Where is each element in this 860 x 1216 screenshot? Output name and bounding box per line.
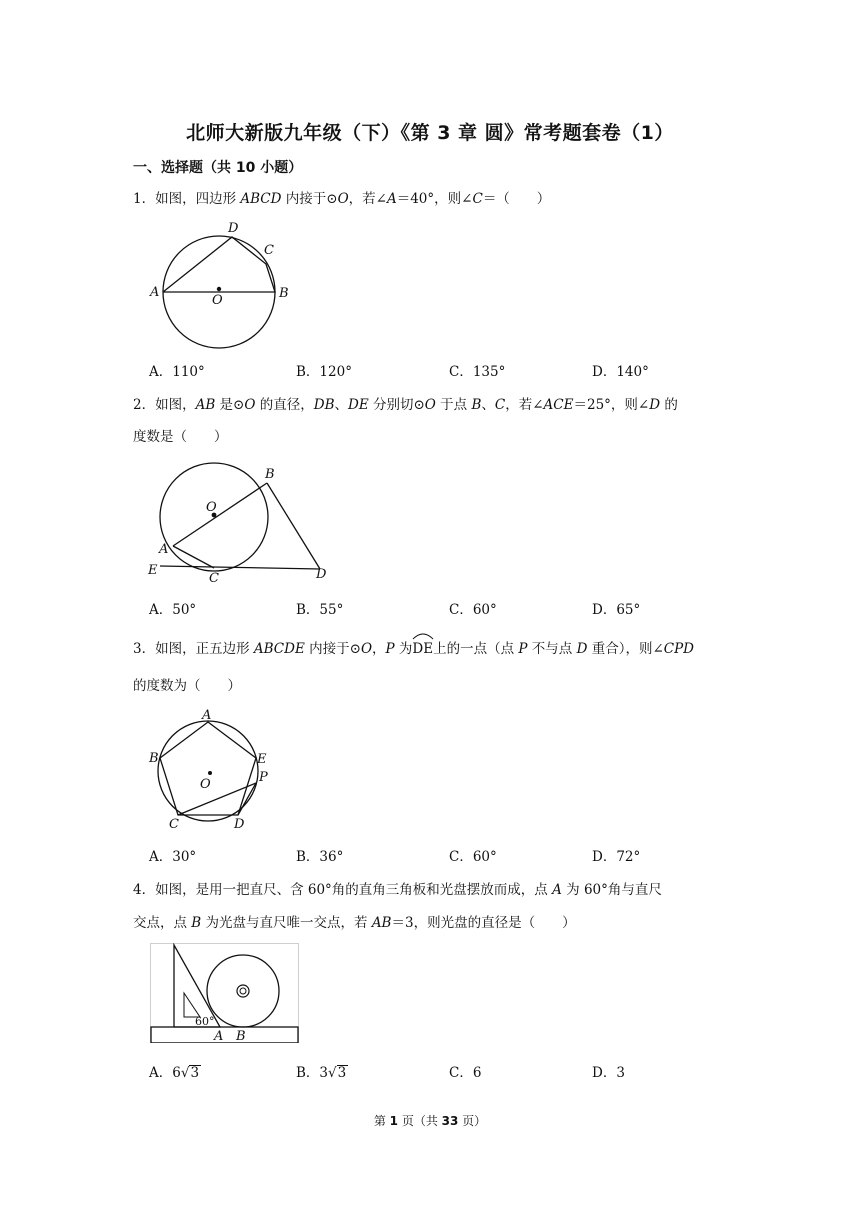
q4-option-c: C．6	[449, 1065, 482, 1081]
q3-label-e: E	[257, 752, 267, 767]
question-4-line-1: 4．如图，是用一把直尺、含 60°角的直角三角板和光盘摆放而成，点 A 为 60°角与直尺	[133, 882, 662, 898]
q3-label-o: O	[200, 777, 211, 792]
question-3-figure	[140, 705, 280, 830]
question-2-figure	[140, 462, 340, 587]
q3-option-d: D．72°	[592, 849, 641, 865]
q1-option-d: D．140°	[592, 364, 649, 380]
q1-label-o: O	[212, 293, 223, 308]
q1-option-b: B．120°	[296, 364, 352, 380]
page-title: 北师大新版九年级（下）《第 3 章 圆》常考题套卷（1）	[186, 122, 674, 144]
q3-option-a: A．30°	[149, 849, 197, 865]
q4-label-b: B	[236, 1029, 246, 1043]
question-1-figure	[140, 212, 310, 352]
question-2-line-2: 度数是（ ）	[133, 429, 228, 445]
q1-label-a: A	[150, 285, 160, 300]
q4-option-d: D．3	[592, 1065, 625, 1081]
q3-label-p: P	[259, 770, 268, 785]
arc-de: DE	[412, 639, 433, 659]
question-3-line-2: 的度数为（ ）	[133, 678, 241, 694]
question-4-figure	[150, 943, 300, 1043]
q2-label-d: D	[316, 567, 327, 582]
question-3-line-1: 3．如图，正五边形 ABCDE 内接于⊙O，P 为 DE上的一点（点 P 不与点 D 重合），则∠CPD	[133, 639, 733, 659]
q4-label-a: A	[214, 1029, 224, 1043]
question-4-line-2: 交点，点 B 为光盘与直尺唯一交点，若 AB＝3，则光盘的直径是（ ）	[133, 915, 576, 931]
question-2-line-1: 2．如图，AB 是⊙O 的直径，DB、DE 分别切⊙O 于点 B、C，若∠ACE＝25°，则∠D 的	[133, 397, 678, 413]
current-page: 1	[389, 1114, 398, 1128]
q4-option-a: A．6√3	[149, 1065, 200, 1081]
q3-label-c: C	[169, 817, 179, 830]
q3-label-b: B	[149, 751, 159, 766]
q2-option-a: A．50°	[149, 602, 197, 618]
q2-label-a: A	[159, 542, 169, 557]
q1-label-c: C	[264, 243, 274, 258]
q2-option-b: B．55°	[296, 602, 344, 618]
section-heading: 一、选择题（共 10 小题）	[133, 160, 303, 176]
q1-option-a: A．110°	[149, 364, 205, 380]
q1-label-d: D	[228, 221, 239, 236]
q2-label-e: E	[148, 563, 158, 578]
q2-label-b: B	[265, 467, 275, 482]
q4-angle-label: 60°	[195, 1015, 215, 1028]
total-pages: 33	[441, 1114, 459, 1128]
q1-option-c: C．135°	[449, 364, 506, 380]
q2-option-c: C．60°	[449, 602, 497, 618]
arc-mark-icon	[412, 632, 434, 640]
q3-label-a: A	[202, 708, 212, 723]
q4-option-b: B．3√3	[296, 1065, 347, 1081]
q2-label-c: C	[209, 571, 219, 586]
page-footer: 第 1 页（共 33 页）	[373, 1114, 487, 1128]
q2-option-d: D．65°	[592, 602, 641, 618]
q3-option-b: B．36°	[296, 849, 344, 865]
q2-label-o: O	[206, 500, 217, 515]
q1-label-b: B	[279, 286, 289, 301]
q3-option-c: C．60°	[449, 849, 497, 865]
q3-label-d: D	[234, 817, 245, 830]
question-1-text: 1．如图，四边形 ABCD 内接于⊙O，若∠A＝40°，则∠C＝（ ）	[133, 191, 551, 207]
